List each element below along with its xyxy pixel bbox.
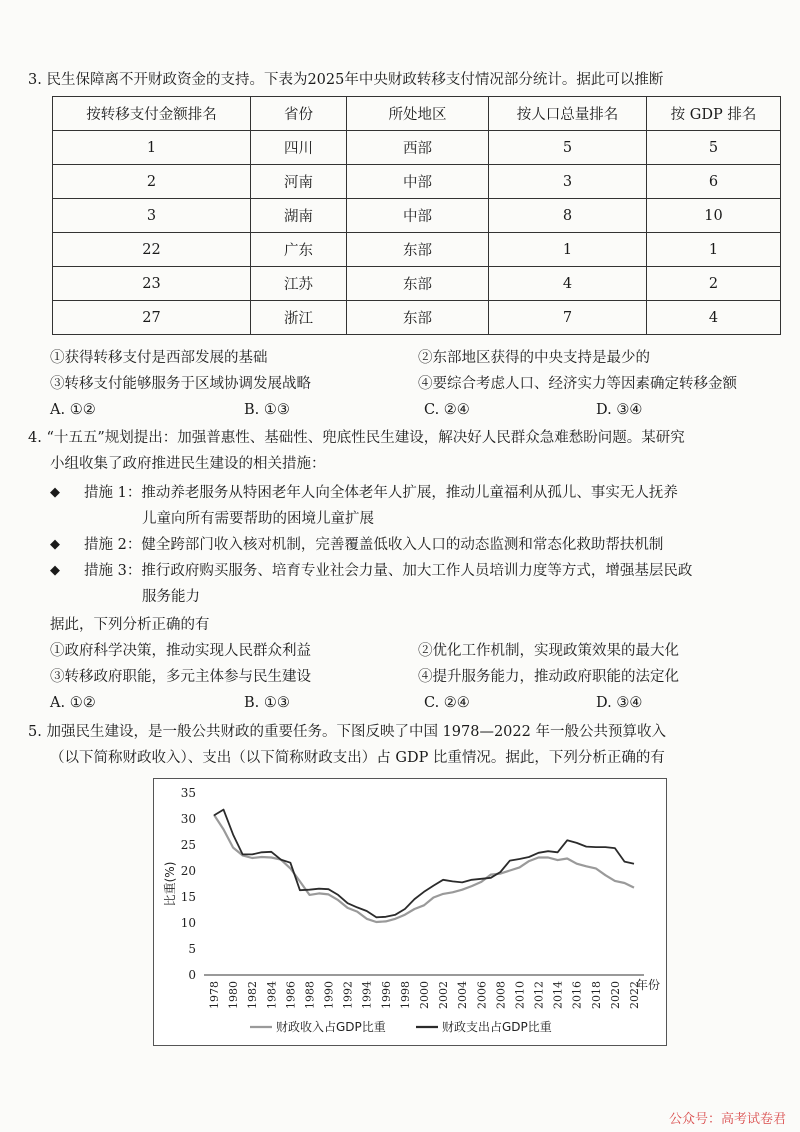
- table-cell: 27: [53, 301, 251, 335]
- statement: ①获得转移支付是西部发展的基础: [50, 350, 268, 366]
- choice-a[interactable]: A. ①②: [50, 402, 96, 418]
- table-row: [53, 165, 781, 199]
- x-tick-label: 2020: [608, 981, 622, 1009]
- table-row: [53, 267, 781, 301]
- choice-c[interactable]: C. ②④: [424, 402, 470, 418]
- legend-label: 财政收入占GDP比重: [276, 1020, 386, 1034]
- x-tick-label: 2022: [628, 981, 641, 1009]
- x-tick-label: 2000: [418, 981, 431, 1009]
- chart-canvas: [154, 779, 666, 1045]
- x-tick-label: 2018: [589, 981, 603, 1009]
- x-tick-label: 2008: [494, 981, 508, 1009]
- x-tick-label: 2006: [475, 981, 489, 1009]
- q4-statements-row-2: [50, 665, 780, 689]
- legend-label: 财政支出占GDP比重: [442, 1020, 552, 1034]
- watermark: 公众号：高考试卷君: [668, 1112, 786, 1127]
- table-cell: 浙江: [251, 301, 347, 335]
- series-line-expenditure: [214, 810, 634, 918]
- measure-text: 措施 2：健全跨部门收入核对机制，完善覆盖低收入人口的动态监测和常态化救助帮扶机制: [84, 537, 664, 553]
- y-tick-label: 30: [180, 812, 196, 826]
- table-header: 所处地区: [347, 97, 489, 131]
- x-tick-label: 1990: [322, 981, 336, 1009]
- x-tick-label: 2010: [513, 981, 527, 1009]
- table-row: [53, 233, 781, 267]
- q3-statements-row-2: [50, 372, 780, 396]
- y-tick-label: 25: [180, 838, 196, 852]
- x-tick-label: 1998: [398, 981, 412, 1009]
- y-tick-label: 35: [180, 786, 196, 800]
- q4-stem-line2: 小组收集了政府推进民生建设的相关措施：: [50, 456, 326, 472]
- y-tick-label: 5: [188, 942, 196, 956]
- table-header: 按转移支付金额排名: [53, 97, 251, 131]
- y-tick-label: 0: [188, 968, 196, 982]
- x-tick-label: 1992: [341, 981, 355, 1009]
- table-cell: 7: [489, 301, 647, 335]
- x-tick-label: 1984: [265, 981, 279, 1009]
- table-cell: 1: [647, 233, 781, 267]
- table-cell: 湖南: [251, 199, 347, 233]
- table-cell: 东部: [347, 233, 489, 267]
- q3-choices: [50, 398, 780, 422]
- diamond-bullet-icon: ◆: [50, 485, 60, 500]
- table-cell: 22: [53, 233, 251, 267]
- table-cell: 5: [647, 131, 781, 165]
- statement: ③转移支付能够服务于区域协调发展战略: [50, 376, 311, 392]
- measure-text-cont: 服务能力: [142, 589, 200, 605]
- x-axis-label: 年份: [636, 978, 661, 992]
- table-cell: 1: [489, 233, 647, 267]
- x-tick-label: 1982: [246, 981, 260, 1009]
- table-cell: 河南: [251, 165, 347, 199]
- table-cell: 2: [53, 165, 251, 199]
- table-cell: 东部: [347, 301, 489, 335]
- y-tick-label: 10: [180, 916, 196, 930]
- x-tick-label: 2016: [570, 981, 584, 1009]
- table-header: 按 GDP 排名: [647, 97, 781, 131]
- transfer-payment-table: [52, 96, 781, 335]
- table-cell: 3: [53, 199, 251, 233]
- q4-choices: [50, 691, 780, 715]
- measure-text: 措施 1：推动养老服务从特困老年人向全体老年人扩展，推动儿童福利从孤儿、事实无人抚养: [84, 485, 678, 501]
- table-cell: 5: [489, 131, 647, 165]
- table-header: 省份: [251, 97, 347, 131]
- table-cell: 广东: [251, 233, 347, 267]
- table-cell: 中部: [347, 199, 489, 233]
- table-cell: 4: [647, 301, 781, 335]
- table-cell: 东部: [347, 267, 489, 301]
- q5-stem-line2: （以下简称财政收入）、支出（以下简称财政支出）占 GDP 比重情况。据此，下列分析正确的有: [50, 750, 665, 766]
- table-cell: 6: [647, 165, 781, 199]
- q5-stem-line1: 5. 加强民生建设，是一般公共财政的重要任务。下图反映了中国 1978—2022 年一般公共预算收入: [28, 724, 666, 740]
- measure-text-cont: 儿童向所有需要帮助的困境儿童扩展: [142, 511, 374, 527]
- table-row: [53, 131, 781, 165]
- q3-statements-row-1: [50, 346, 780, 370]
- fiscal-ratio-chart: [153, 778, 667, 1046]
- x-tick-label: 1986: [284, 981, 298, 1009]
- statement: ④要综合考虑人口、经济实力等因素确定转移金额: [418, 376, 737, 392]
- q4-stem-line1: 4. “十五五”规划提出：加强普惠性、基础性、兜底性民生建设，解决好人民群众急难愁盼问题。某研究: [28, 430, 685, 446]
- table-header-row: [53, 97, 781, 131]
- x-tick-label: 1978: [208, 981, 221, 1009]
- table-header: 按人口总量排名: [489, 97, 647, 131]
- table-row: [53, 301, 781, 335]
- q3-stem: 3. 民生保障离不开财政资金的支持。下表为2025年中央财政转移支付情况部分统计。据此可以推断: [28, 72, 664, 88]
- x-tick-label: 2014: [551, 981, 565, 1009]
- table-cell: 西部: [347, 131, 489, 165]
- table-cell: 2: [647, 267, 781, 301]
- series-line-revenue: [214, 815, 634, 922]
- choice-d[interactable]: D. ③④: [596, 695, 643, 711]
- diamond-bullet-icon: ◆: [50, 563, 60, 578]
- x-tick-label: 1980: [227, 981, 241, 1009]
- table-cell: 4: [489, 267, 647, 301]
- q4-statements-row-1: [50, 639, 780, 663]
- table-row: [53, 199, 781, 233]
- x-tick-label: 2004: [456, 981, 470, 1009]
- table-cell: 8: [489, 199, 647, 233]
- statement: ②东部地区获得的中央支持是最少的: [418, 350, 650, 366]
- x-tick-label: 1996: [379, 981, 393, 1009]
- y-axis-label: 比重(%): [163, 861, 177, 907]
- statement: ④提升服务能力，推动政府职能的法定化: [418, 669, 679, 685]
- table-cell: 江苏: [251, 267, 347, 301]
- statement: ③转移政府职能，多元主体参与民生建设: [50, 669, 311, 685]
- measure-text: 措施 3：推行政府购买服务、培育专业社会力量、加大工作人员培训力度等方式，增强基层民政: [84, 563, 693, 579]
- table-cell: 中部: [347, 165, 489, 199]
- table-cell: 1: [53, 131, 251, 165]
- choice-b[interactable]: B. ①③: [244, 402, 290, 418]
- table-cell: 23: [53, 267, 251, 301]
- table-cell: 四川: [251, 131, 347, 165]
- y-tick-label: 15: [180, 890, 196, 904]
- table-cell: 3: [489, 165, 647, 199]
- x-tick-label: 2002: [437, 981, 451, 1009]
- y-tick-label: 20: [180, 864, 196, 878]
- statement: ②优化工作机制，实现政策效果的最大化: [418, 643, 679, 659]
- choice-c[interactable]: C. ②④: [424, 695, 470, 711]
- statement: ①政府科学决策，推动实现人民群众利益: [50, 643, 311, 659]
- choice-a[interactable]: A. ①②: [50, 695, 96, 711]
- choice-b[interactable]: B. ①③: [244, 695, 290, 711]
- x-tick-label: 1988: [303, 981, 317, 1009]
- q4-lead: 据此，下列分析正确的有: [50, 617, 210, 633]
- diamond-bullet-icon: ◆: [50, 537, 60, 552]
- choice-d[interactable]: D. ③④: [596, 402, 643, 418]
- table-cell: 10: [647, 199, 781, 233]
- x-tick-label: 2012: [532, 981, 546, 1009]
- x-tick-label: 1994: [360, 981, 374, 1009]
